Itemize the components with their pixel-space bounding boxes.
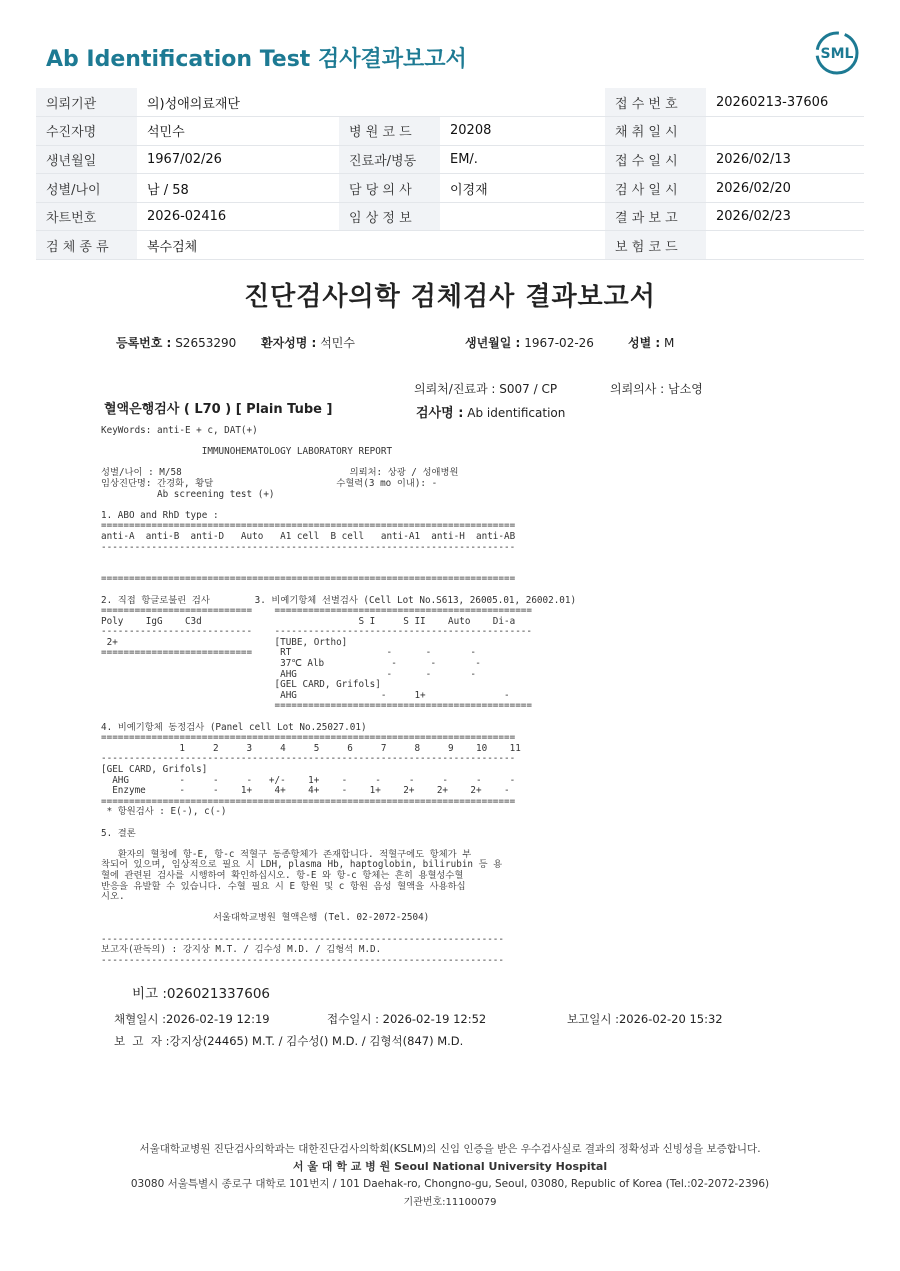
- report-line: --------------------------------------------------------------------------: [101, 541, 516, 553]
- report-line: 2+ [TUBE, Ortho]: [101, 636, 348, 648]
- report-line: 37℃ Alb - - -: [101, 658, 481, 670]
- report-line: AHG - - -: [101, 668, 477, 680]
- report-line: 환자의 혈청에 항-E, 항-c 적혈구 동종항체가 존재합니다. 적혈구에도 항체가 부: [101, 848, 472, 860]
- info-row: [36, 145, 864, 174]
- report-line: 시오.: [101, 891, 125, 903]
- patient-name: 환자성명 : 석민수: [261, 336, 355, 350]
- report-line: anti-A anti-B anti-D Auto A1 cell B cell anti-A1 anti-H anti-AB: [101, 530, 516, 542]
- report-line: =========================== ==============================================: [101, 605, 532, 617]
- test-group: 혈액은행검사 ( L70 ) [ Plain Tube ]: [104, 402, 333, 417]
- reporter: 보 고 자 :강지상(24465) M.T. / 김수성() M.D. / 김형석(847) M.D.: [114, 1034, 464, 1048]
- report-line: 반응을 유발할 수 있습니다. 수혈 필요 시 E 항원 및 c 항원 음성 혈액을 사용하십: [101, 880, 466, 892]
- info-label: 검 체 종 류: [36, 231, 137, 260]
- report-line: ==============================================: [101, 700, 532, 712]
- report-line: 2. 직접 항글로불린 검사 3. 비예기항체 선별검사 (Cell Lot No.S613, 26005.01, 26002.01): [101, 594, 577, 606]
- report-line: [GEL CARD, Grifols]: [101, 764, 208, 775]
- info-value: [440, 202, 605, 231]
- report-line: [101, 924, 576, 935]
- report-line: 5. 결론: [101, 827, 136, 839]
- info-label: 접 수 일 시: [605, 145, 706, 174]
- report-line: ==========================================================================: [101, 732, 516, 744]
- info-row: [36, 231, 864, 260]
- certification-note: 서울대학교병원 진단검사의학과는 대한진단검사의학회(KSLM)의 신임 인증을 받은 우수검사실로 결과의 정확성과 신빙성을 보증합니다.: [139, 1143, 761, 1155]
- report-line: 1. ABO and RhD type :: [101, 509, 219, 521]
- info-value: [706, 231, 864, 260]
- info-label: 진료과/병동: [339, 145, 440, 174]
- info-label: 차트번호: [36, 202, 137, 231]
- report-line: --------------------------- ----------------------------------------------: [101, 626, 532, 638]
- info-value: 1967/02/26: [137, 145, 339, 174]
- registration-number: 등록번호 : S2653290: [116, 336, 237, 350]
- info-value: 20208: [440, 117, 605, 146]
- report-line: ==========================================================================: [101, 520, 516, 532]
- info-value: 의)성애의료재단: [137, 88, 605, 117]
- report-line: AHG - 1+ -: [101, 689, 510, 701]
- hospital-name: 서 울 대 학 교 병 원 Seoul National University Hospital: [292, 1160, 608, 1173]
- report-line: [101, 553, 576, 564]
- institution-number: 기관번호:11100079: [403, 1197, 497, 1208]
- report-line: =========================== RT - - -: [101, 647, 477, 659]
- hospital-address: 03080 서울특별시 종로구 대학로 101번지 / 101 Daehak-ro, Chongno-gu, Seoul, 03080, Republic of Korea (Tel.:02-2072-2396): [130, 1178, 770, 1190]
- report-line: --------------------------------------------------------------------------: [101, 753, 516, 765]
- info-value: 2026-02416: [137, 202, 339, 231]
- report-line: 혈에 관련된 검사를 시행하여 확인하십시오. 항-E 와 항-c 항체는 흔히 용혈성수혈: [101, 869, 464, 881]
- sex: 성별 : M: [628, 336, 675, 350]
- report-line: Poly IgG C3d S I S II Auto Di-a: [101, 615, 516, 627]
- info-value: 복수검체: [137, 231, 605, 260]
- sml-logo: [812, 30, 862, 76]
- info-row: [36, 117, 864, 146]
- report-line: KeyWords: anti-E + c, DAT(+): [101, 425, 258, 436]
- info-label: 채 취 일 시: [605, 117, 706, 146]
- report-line: ==========================================================================: [101, 795, 516, 807]
- info-value: 2026/02/20: [706, 174, 864, 203]
- report-line: 성별/나이 : M/58 의뢰처: 상광 / 성애병원: [101, 467, 459, 479]
- report-line: 4. 비예기항체 동정검사 (Panel cell Lot No.25027.01): [101, 721, 367, 733]
- info-value: EM/.: [440, 145, 605, 174]
- info-label: 접 수 번 호: [605, 88, 706, 117]
- test-name: 검사명 : Ab identification: [416, 406, 566, 421]
- info-value: [706, 117, 864, 146]
- info-label: 수진자명: [36, 117, 137, 146]
- requesting-dept: 의뢰처/진료과 : S007 / CP: [414, 382, 558, 396]
- info-value: 남 / 58: [137, 174, 339, 203]
- report-line: ------------------------------------------------------------------------: [101, 933, 504, 945]
- note: 비고 :026021337606: [132, 986, 270, 1002]
- patient-info-table: [36, 88, 864, 260]
- requesting-doctor: 의뢰의사 : 남소영: [610, 382, 703, 396]
- report-line: Ab screening test (+): [101, 488, 275, 500]
- info-row: [36, 88, 864, 117]
- info-label: 결 과 보 고: [605, 202, 706, 231]
- birth-date: 생년월일 : 1967-02-26: [465, 336, 594, 350]
- info-label: 의뢰기관: [36, 88, 137, 117]
- svg-text:SML: SML: [820, 46, 854, 62]
- info-value: 석민수: [137, 117, 339, 146]
- report-title: 진단검사의학 검체검사 결과보고서: [244, 282, 656, 312]
- report-line: 서울대학교병원 혈액은행 (Tel. 02-2072-2504): [101, 912, 430, 924]
- info-label: 병 원 코 드: [339, 117, 440, 146]
- info-label: 담 당 의 사: [339, 174, 440, 203]
- info-value: 20260213-37606: [706, 88, 864, 117]
- report-line: 1 2 3 4 5 6 7 8 9 10 11: [101, 742, 521, 754]
- report-line: ------------------------------------------------------------------------: [101, 954, 504, 966]
- report-line: [GEL CARD, Grifols]: [101, 679, 381, 691]
- info-value: 이경재: [440, 174, 605, 203]
- info-row: [36, 174, 864, 203]
- collection-time: 채혈일시 :2026-02-19 12:19: [114, 1012, 270, 1026]
- info-label: 생년월일: [36, 145, 137, 174]
- receipt-time: 접수일시 : 2026-02-19 12:52: [327, 1012, 487, 1026]
- report-line: 임상진단명: 간경화, 황달 수혈력(3 mo 이내): -: [101, 477, 438, 489]
- report-line: * 항원검사 : E(-), c(-): [101, 806, 227, 818]
- info-value: 2026/02/23: [706, 202, 864, 231]
- report-line: AHG - - - +/- 1+ - - - - - -: [101, 774, 516, 786]
- report-line: Enzyme - - 1+ 4+ 4+ - 1+ 2+ 2+ 2+ -: [101, 785, 510, 797]
- info-value: 2026/02/13: [706, 145, 864, 174]
- report-line: 착되어 있으며, 임상적으로 필요 시 LDH, plasma Hb, haptoglobin, bilirubin 등 용: [101, 859, 503, 871]
- report-line: [101, 585, 576, 596]
- info-label: 보 험 코 드: [605, 231, 706, 260]
- report-line: [101, 818, 576, 829]
- info-label: 성별/나이: [36, 174, 137, 203]
- report-time: 보고일시 :2026-02-20 15:32: [567, 1012, 723, 1026]
- info-label: 임 상 정 보: [339, 202, 440, 231]
- info-label: 검 사 일 시: [605, 174, 706, 203]
- report-line: ==========================================================================: [101, 573, 516, 585]
- page-title: Ab Identification Test 검사결과보고서: [46, 47, 467, 72]
- info-row: [36, 202, 864, 231]
- report-line: 보고자(판독의) : 강지상 M.T. / 김수성 M.D. / 김형석 M.D.: [101, 944, 382, 956]
- lab-report-body: [101, 426, 576, 966]
- report-line: IMMUNOHEMATOLOGY LABORATORY REPORT: [101, 446, 393, 458]
